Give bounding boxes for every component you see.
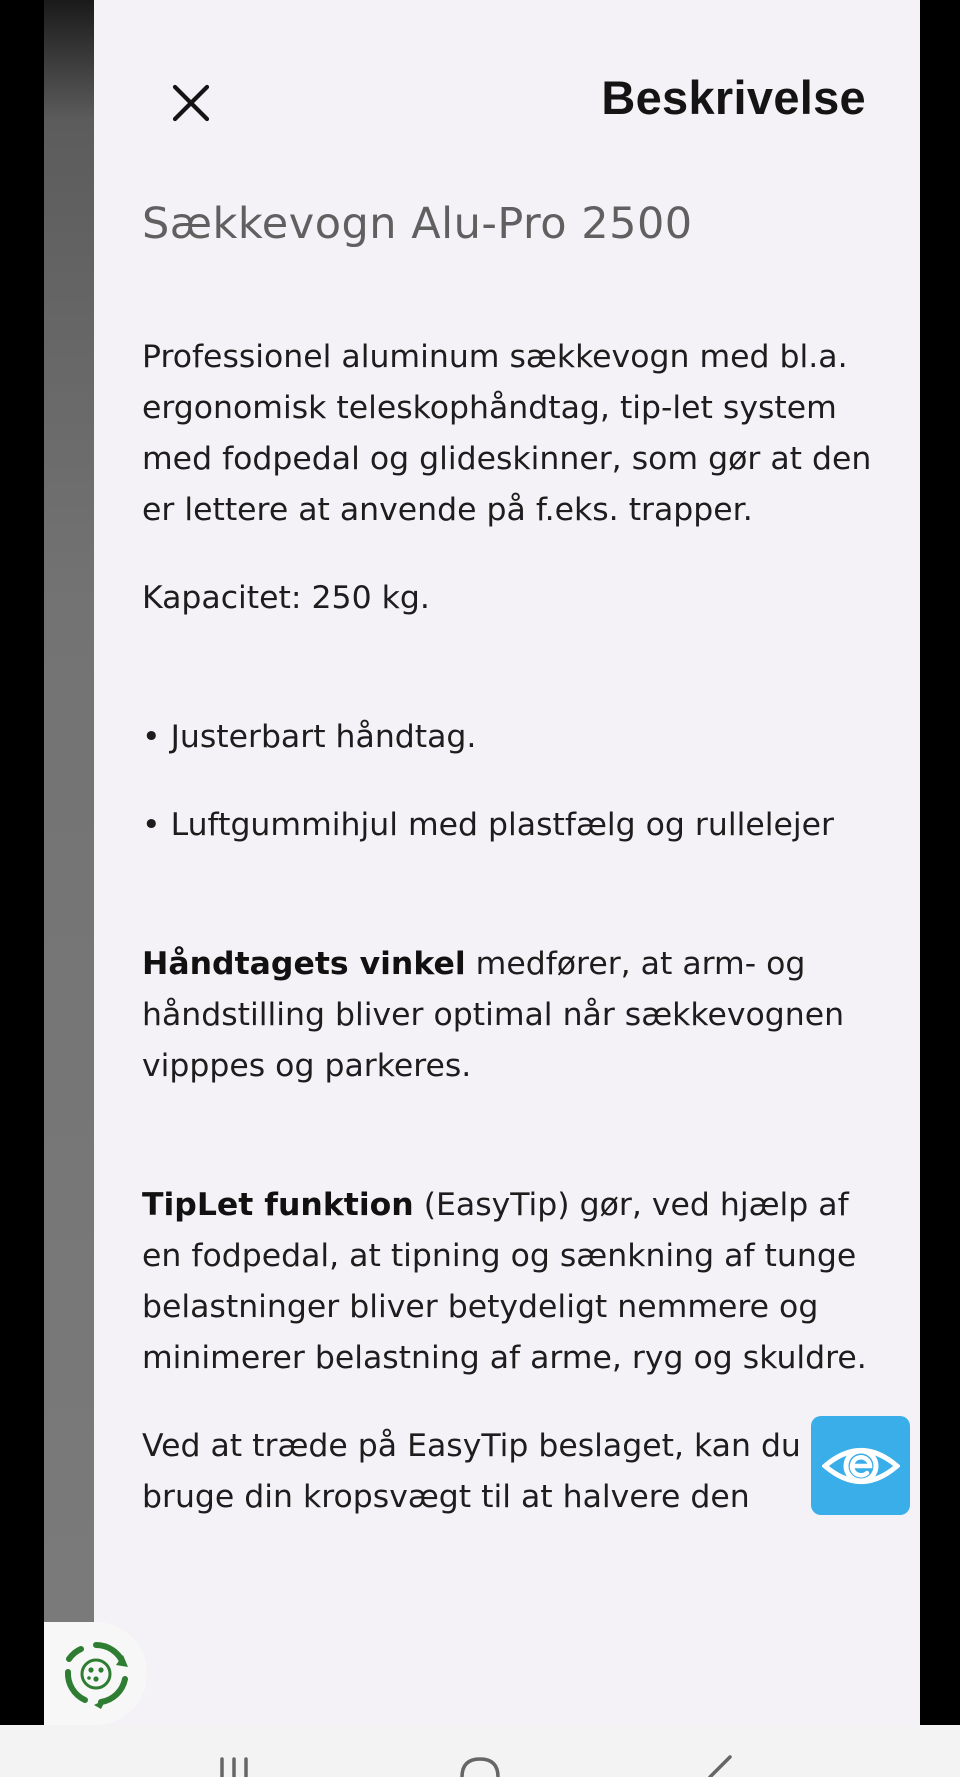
product-name: Sækkevogn Alu-Pro 2500	[142, 199, 693, 249]
handle-angle-heading: Håndtagets vinkel	[142, 946, 466, 982]
eye-accessibility-icon	[822, 1441, 900, 1491]
tiplet-heading: TipLet funktion	[142, 1187, 414, 1223]
back-icon	[700, 1755, 740, 1777]
home-icon	[458, 1755, 502, 1777]
description-sheet	[94, 0, 920, 1725]
description-intro: Professionel aluminum sækkevogn med bl.a. ergonomisk teleskophåndtag, tip-let system med fodpedal og glideskinner, som gør at den er lettere at anvende på f.eks. trapper.	[142, 339, 872, 528]
description-capacity: Kapacitet: 250 kg.	[142, 580, 430, 616]
back-button[interactable]	[690, 1755, 750, 1777]
sheet-title: Beskrivelse	[601, 71, 866, 124]
tiplet-text: (EasyTip) gør, ved hjælp af en fodpedal, at tipning og sænkning af tunge belastninger bliver betydeligt nemmere og minimerer belastning af arme, ryg og skuldre.	[142, 1187, 867, 1376]
handle-angle-text: medfører, at arm- og håndstilling bliver optimal når sækkevognen vipppes og parkeres.	[142, 946, 845, 1084]
feature-bullet: • Justerbart håndtag.	[142, 719, 477, 755]
recent-apps-button[interactable]	[204, 1755, 264, 1777]
tiplet-paragraph	[142, 1180, 887, 1384]
easytip-paragraph: Ved at træde på EasyTip beslaget, kan du bruge din kropsvægt til at halvere den	[142, 1428, 801, 1515]
system-navigation-bar	[0, 1725, 960, 1777]
home-button[interactable]	[450, 1755, 510, 1777]
accessibility-button[interactable]	[811, 1416, 910, 1515]
close-icon	[171, 83, 211, 123]
recycle-badge-icon	[61, 1639, 131, 1709]
dimmed-background[interactable]	[44, 0, 94, 1625]
feature-bullet: • Luftgummihjul med plastfælg og rullelejer	[142, 807, 834, 843]
close-button[interactable]	[160, 72, 222, 134]
recent-apps-icon	[214, 1755, 254, 1777]
handle-angle-paragraph	[142, 939, 887, 1092]
description-content	[142, 196, 887, 1523]
eco-badge[interactable]	[44, 1622, 147, 1725]
